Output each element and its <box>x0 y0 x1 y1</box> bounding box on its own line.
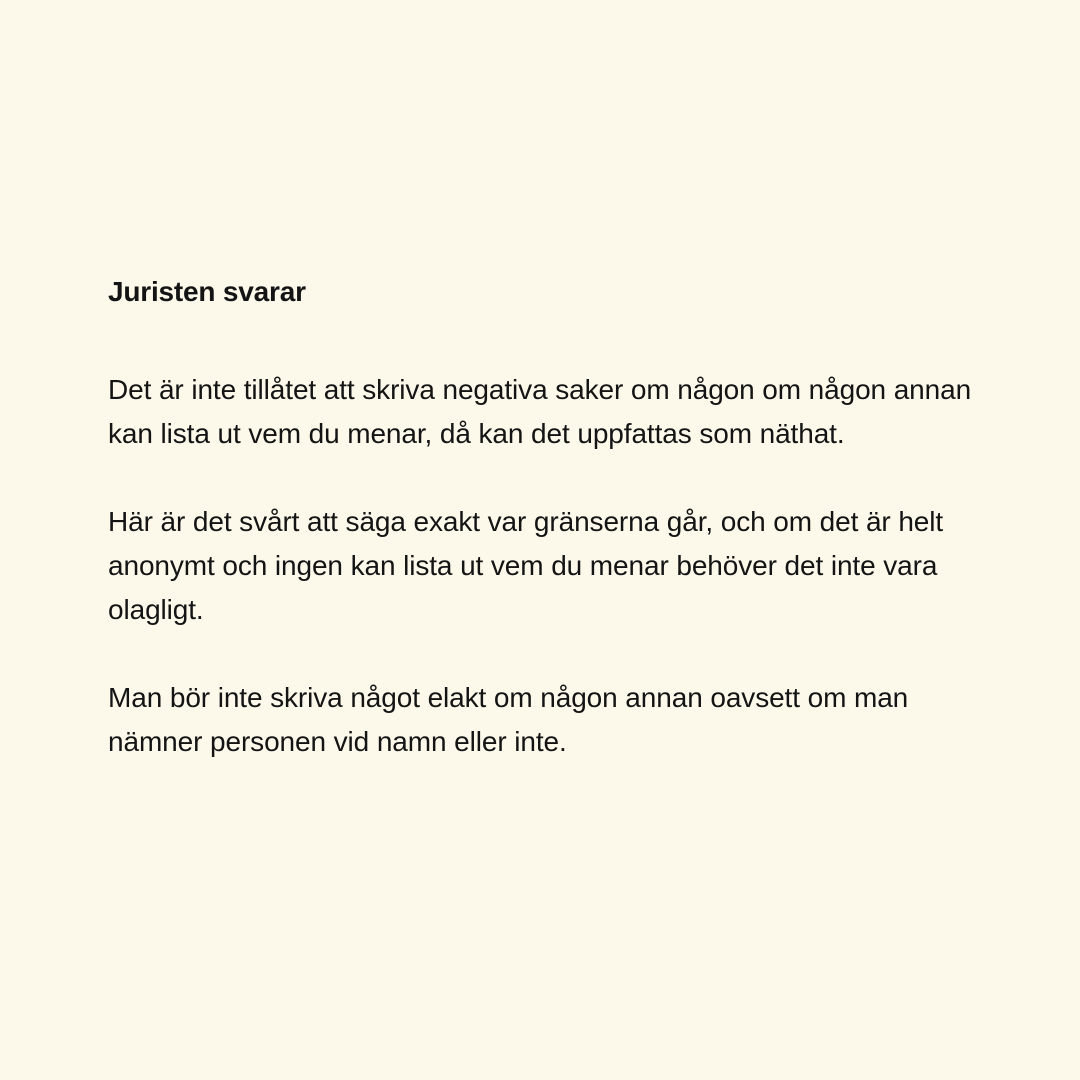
answer-heading: Juristen svarar <box>108 276 306 307</box>
answer-paragraph-3: Man bör inte skriva något elakt om någon annan oavsett om man nämner personen vid namn eller inte. <box>108 682 909 757</box>
answer-paragraph-2: Här är det svårt att säga exakt var gränserna går, och om det är helt anonymt och ingen kan lista ut vem du menar behöver det inte vara olagligt. <box>108 506 944 625</box>
answer-card <box>108 272 988 764</box>
answer-paragraph-1: Det är inte tillåtet att skriva negativa saker om någon om någon annan kan lista ut vem du menar, då kan det uppfattas som näthat. <box>108 374 972 449</box>
